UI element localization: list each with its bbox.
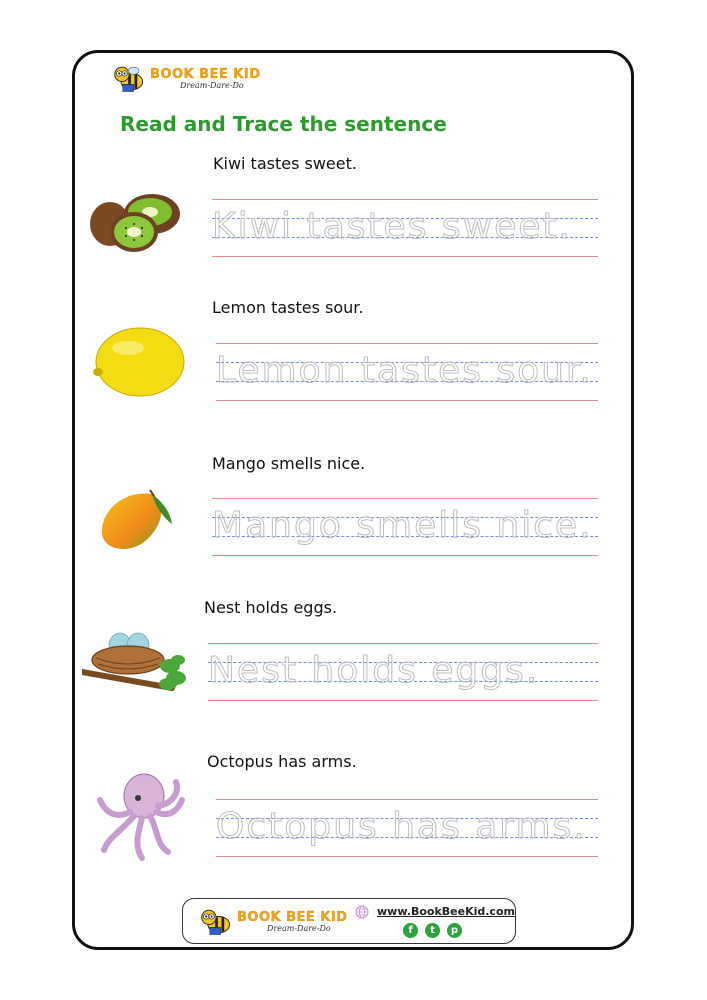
mango-icon bbox=[98, 484, 178, 556]
guide-line bbox=[212, 498, 598, 499]
guide-line bbox=[212, 199, 598, 200]
guide-line bbox=[216, 799, 598, 800]
tracing-lines[interactable] bbox=[216, 799, 598, 857]
sentence-label: Lemon tastes sour. bbox=[212, 298, 364, 317]
page-title: Read and Trace the sentence bbox=[120, 112, 447, 136]
bee-mascot-icon bbox=[199, 903, 235, 939]
trace-text: Mango smells nice. bbox=[212, 505, 593, 546]
guide-line bbox=[216, 856, 598, 857]
bird-nest-with-eggs-icon bbox=[82, 626, 190, 700]
brand-tagline: Dream-Dare-Do bbox=[180, 80, 244, 90]
header-logo bbox=[112, 60, 261, 96]
trace-text: Octopus has arms. bbox=[216, 806, 587, 847]
guide-line bbox=[216, 343, 598, 344]
guide-line bbox=[212, 555, 598, 556]
tracing-lines[interactable] bbox=[216, 343, 598, 401]
tracing-lines[interactable] bbox=[212, 498, 598, 556]
trace-text: Nest holds eggs. bbox=[208, 650, 540, 691]
website-link[interactable]: www.BookBeeKid.com bbox=[377, 905, 515, 918]
guide-line bbox=[208, 643, 598, 644]
kiwi-fruit-icon bbox=[86, 188, 186, 258]
tracing-lines[interactable] bbox=[208, 643, 598, 701]
footer-logo bbox=[199, 903, 348, 939]
footer-brand-tagline: Dream-Dare-Do bbox=[267, 923, 331, 933]
trace-text: Kiwi tastes sweet. bbox=[212, 206, 572, 247]
guide-line bbox=[212, 256, 598, 257]
sentence-label: Mango smells nice. bbox=[212, 454, 366, 473]
sentence-label: Kiwi tastes sweet. bbox=[213, 154, 357, 173]
sentence-label: Nest holds eggs. bbox=[204, 598, 338, 617]
trace-text: Lemon tastes sour. bbox=[216, 350, 593, 391]
sentence-label: Octopus has arms. bbox=[207, 752, 357, 771]
footer-brand-name: BOOK BEE KID bbox=[237, 909, 348, 925]
facebook-icon[interactable]: f bbox=[403, 923, 418, 938]
globe-icon bbox=[355, 905, 369, 919]
twitter-icon[interactable]: t bbox=[425, 923, 440, 938]
lemon-icon bbox=[90, 322, 190, 402]
tracing-lines[interactable] bbox=[212, 199, 598, 257]
octopus-icon bbox=[94, 770, 186, 864]
pinterest-icon[interactable]: p bbox=[447, 923, 462, 938]
bee-mascot-icon bbox=[112, 60, 148, 96]
footer-panel bbox=[182, 898, 516, 944]
guide-line bbox=[208, 700, 598, 701]
brand-name: BOOK BEE KID bbox=[150, 66, 261, 82]
guide-line bbox=[216, 400, 598, 401]
